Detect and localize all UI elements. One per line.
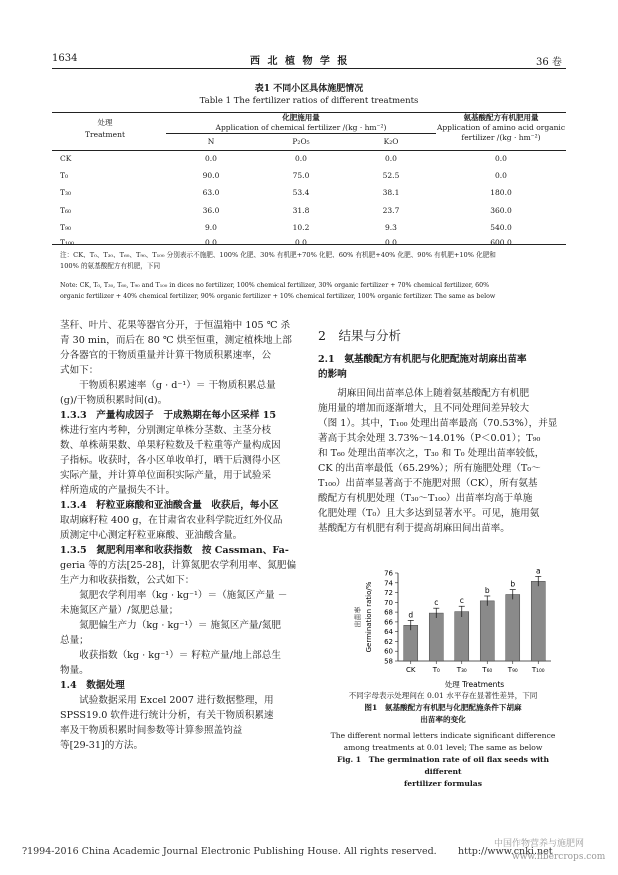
- y-tick-label: 58: [384, 657, 393, 666]
- table-head-rule: [52, 150, 566, 151]
- table-cell: 36.0: [202, 206, 220, 215]
- table-cell: 0.0: [205, 154, 217, 163]
- header-rule: [52, 68, 566, 69]
- x-tick-label: T₀: [432, 666, 440, 674]
- table-caption-en: Table 1 The fertilizer ratios of different treatments: [199, 96, 419, 106]
- volume-label: 36 卷: [536, 57, 562, 68]
- text-line: 等[29-31]的方法。: [60, 740, 144, 751]
- table-caption-cn: 表1 不同小区具体施肥情况: [254, 84, 364, 94]
- table-cell: 38.1: [382, 188, 400, 197]
- table-cell: 0.0: [385, 154, 397, 163]
- table-cell: 540.0: [490, 223, 512, 232]
- table-row-label: CK: [60, 154, 72, 163]
- col-amino: 氨基酸配方有机肥用量 Application of amino acid organic fertilizer /(kg · hm⁻²): [436, 113, 566, 142]
- text-line: 施用量的增加而逐渐增大，且不同处理间差异较大: [318, 403, 530, 414]
- table-cell: 23.7: [382, 206, 400, 215]
- table-note-cn: 注：CK、T₀、T₃₀、T₆₀、T₉₀、T₁₀₀ 分别表示不施肥、100% 化肥、30% 有机肥+70% 化肥、60% 有机肥+40% 化肥、90% 有机肥+10% 化肥和 100% 的氨基酸配方有机肥，下同: [60, 251, 496, 270]
- col-treatment: 处理 Treatment: [85, 118, 125, 139]
- table-cell: 75.0: [292, 171, 310, 180]
- cnki-link[interactable]: http://www.cnki.net: [458, 846, 553, 857]
- x-tick-label: T₆₀: [482, 666, 493, 674]
- watermark-text: 中国作物营养与施肥网: [494, 839, 585, 849]
- subsection-heading: 2.1 氨基酸配方有机肥与化肥配施对胡麻出苗率 的影响: [318, 354, 527, 380]
- text-line: 基酸配方有机肥有利于提高胡麻田间出苗率。: [318, 523, 510, 534]
- text-line: 1.3.5 氮肥利用率和收获指数 按 Cassman、Fa-: [60, 545, 289, 556]
- text-line: 率及干物质积累时间参数等计算参照盖钧益: [60, 725, 243, 736]
- table-cell: 0.0: [205, 238, 217, 247]
- bar: [531, 581, 545, 661]
- table-cell: 180.0: [490, 188, 512, 197]
- y-tick-label: 64: [384, 628, 393, 637]
- text-line: 式如下：: [60, 365, 99, 376]
- text-line: SPSS19.0 软件进行统计分析，有关干物质积累速: [60, 710, 274, 721]
- y-axis-label-en: Germination ratio/%: [365, 581, 373, 653]
- table-cell: 90.0: [202, 171, 220, 180]
- y-tick-label: 76: [384, 569, 393, 578]
- copyright-footer: ?1994-2016 China Academic Journal Electronic Publishing House. All rights reserved.: [22, 846, 437, 857]
- text-line: 试验数据采用 Excel 2007 进行数据整理，用: [60, 695, 274, 706]
- left-column-text: [60, 318, 306, 753]
- y-tick-label: 62: [384, 637, 393, 646]
- text-line: 胡麻田间出苗率总体上随着氨基酸配方有机肥: [318, 388, 530, 399]
- text-line: 干物质积累速率（g · d⁻¹）＝ 干物质积累总量: [60, 380, 276, 391]
- text-line: 总量；: [60, 635, 89, 646]
- y-tick-label: 74: [384, 579, 393, 588]
- table-cell: 600.0: [490, 238, 512, 247]
- table-cell: 63.0: [202, 188, 220, 197]
- text-line: 株进行室内考种，分别测定单株分茎数、主茎分枝: [60, 425, 272, 436]
- significance-letter: b: [510, 579, 516, 589]
- bar: [429, 613, 443, 661]
- significance-letter: c: [434, 598, 439, 608]
- text-line: 收获指数（kg · kg⁻¹）＝ 籽粒产量/地上部总生: [60, 650, 281, 661]
- table-cell: 31.8: [292, 206, 310, 215]
- table-cell: 360.0: [490, 206, 512, 215]
- table-cell: 0.0: [495, 154, 507, 163]
- text-line: 1.3.4 籽粒亚麻酸和亚油酸含量 收获后，每小区: [60, 500, 279, 511]
- text-line: 氮肥农学利用率（kg · kg⁻¹）＝（施氮区产量 －: [60, 590, 288, 601]
- text-line: 取胡麻籽粒 400 g，在甘肃省农业科学院近红外仪品: [60, 515, 283, 526]
- text-line: (g)/干物质积累时间(d)。: [60, 395, 168, 406]
- text-line: 酸配方有机肥处理（T₃₀～T₁₀₀）出苗率均高于单施: [318, 493, 533, 504]
- table-cell: 10.2: [292, 223, 310, 232]
- significance-letter: b: [484, 585, 490, 595]
- y-tick-label: 66: [384, 618, 393, 627]
- table-cell: 53.4: [292, 188, 310, 197]
- text-line: 生产力和收获指数，公式如下：: [60, 575, 195, 586]
- col-chem: 化肥施用量 Application of chemical fertilizer /(kg · hm⁻²): [215, 113, 387, 132]
- x-tick-label: T₃₀: [456, 666, 467, 674]
- table-cell: 52.5: [382, 171, 400, 180]
- table-cell: 0.0: [385, 238, 397, 247]
- results-paragraph: [318, 386, 568, 536]
- x-tick-label: T₁₀₀: [531, 666, 545, 674]
- table-sub-rule: [166, 133, 436, 134]
- bar: [404, 625, 418, 661]
- text-line: 数、单株蒴果数、单果籽粒数及千粒重等产量构成因: [60, 440, 281, 451]
- germination-bar-chart: [346, 565, 556, 690]
- table-note-en: Note: CK, T₀, T₃₀, T₆₀, T₉₀ and T₁₀₀ in dices no fertilizer, 100% chemical fertilizer, 30% organic fertilizer + 70% chemical fertilizer, 60% organic fertilizer + 40% chemical fertilizer, 90% organic fertilizer + 10% chemical fertilizer, 100% organic fertilizer. The same as below: [60, 282, 496, 300]
- text-line: 1.3.3 产量构成因子 于成熟期在每小区采样 15: [60, 410, 277, 421]
- page-number: 1634: [52, 53, 78, 64]
- table-row-label: T₁₀₀: [60, 238, 75, 247]
- text-line: 氮肥偏生产力（kg · kg⁻¹）＝ 施氮区产量/氮肥: [60, 620, 281, 631]
- significance-letter: d: [408, 610, 414, 620]
- text-line: 和 T₆₀ 处理出苗率次之，T₃₀ 和 T₀ 处理出苗率较低，: [318, 448, 545, 459]
- text-line: T₁₀₀）出苗率显著高于不施肥对照（CK），所有氨基: [318, 478, 538, 489]
- text-line: （图 1）。其中，T₁₀₀ 处理出苗率最高（70.53%），并显: [318, 418, 558, 429]
- text-line: geria 等的方法[25-28]，计算氮肥农学利用率、氮肥偏: [60, 560, 297, 571]
- text-line: 青 30 min，而后在 80 ℃ 烘至恒重，测定植株地上部: [60, 335, 292, 346]
- significance-letter: a: [535, 566, 541, 576]
- y-tick-label: 70: [384, 598, 393, 607]
- table-cell: 9.0: [205, 223, 217, 232]
- text-line: 物量。: [60, 665, 89, 676]
- y-axis-label-cn: 出苗率: [354, 606, 362, 628]
- text-line: 未施氮区产量）/氮肥总量；: [60, 605, 179, 616]
- text-line: 分各器官的干物质重量并计算干物质积累速率，公: [60, 350, 272, 361]
- table-cell: 0.0: [295, 238, 307, 247]
- y-tick-label: 68: [384, 608, 393, 617]
- bar: [455, 612, 469, 661]
- y-tick-label: 60: [384, 647, 393, 656]
- bar: [480, 601, 494, 661]
- text-line: 样所造成的产量损失不计。: [60, 485, 176, 496]
- section-heading: 2 结果与分析: [318, 328, 401, 343]
- x-tick-label: CK: [406, 666, 416, 674]
- text-line: 1.4 数据处理: [60, 680, 125, 691]
- text-line: 化肥处理（T₀）且大多达到显著水平。可见，施用氨: [318, 508, 540, 519]
- text-line: 实际产量，并计算单位面积实际产量，用于试验采: [60, 470, 272, 481]
- table-row-label: T₀: [60, 171, 69, 180]
- significance-letter: c: [459, 596, 464, 606]
- watermark-url: www.fibercrops.com: [512, 852, 606, 862]
- figure-captions: 不同字母表示处理间在 0.01 水平存在显著性差异，下同 图1 氨基酸配方有机肥与化肥配施条件下胡麻 出苗率的变化 The different normal letters indicate significant difference among treatments at 0.01 level; The same as below Fig. 1 The germination rate of oil flax seeds with different fertilizer formulas: [330, 691, 556, 788]
- text-line: 子指标。收获时，各小区单收单打，晒干后测得小区: [60, 455, 281, 466]
- text-line: 著高于其余处理 3.73%～14.01%（P＜0.01）；T₉₀: [318, 433, 541, 444]
- text-line: 茎秆、叶片、花果等器官分开，于恒温箱中 105 ℃ 杀: [60, 320, 291, 331]
- table-row-label: T₃₀: [60, 188, 72, 197]
- y-tick-label: 72: [384, 589, 393, 598]
- text-line: 质测定中心测定籽粒亚麻酸、亚油酸含量。: [60, 530, 243, 541]
- x-axis-label: 处理 Treatments: [444, 680, 505, 689]
- table-cell: 9.3: [385, 223, 397, 232]
- table-row-label: T₆₀: [60, 206, 72, 215]
- x-tick-label: T₉₀: [507, 666, 518, 674]
- table-cell: 0.0: [495, 171, 507, 180]
- journal-title: 西 北 植 物 学 报: [250, 56, 350, 67]
- table-row-label: T₉₀: [60, 223, 72, 232]
- table-cell: 0.0: [295, 154, 307, 163]
- text-line: CK 的出苗率最低（65.29%）；所有施肥处理（T₀～: [318, 463, 541, 474]
- bar: [506, 595, 520, 661]
